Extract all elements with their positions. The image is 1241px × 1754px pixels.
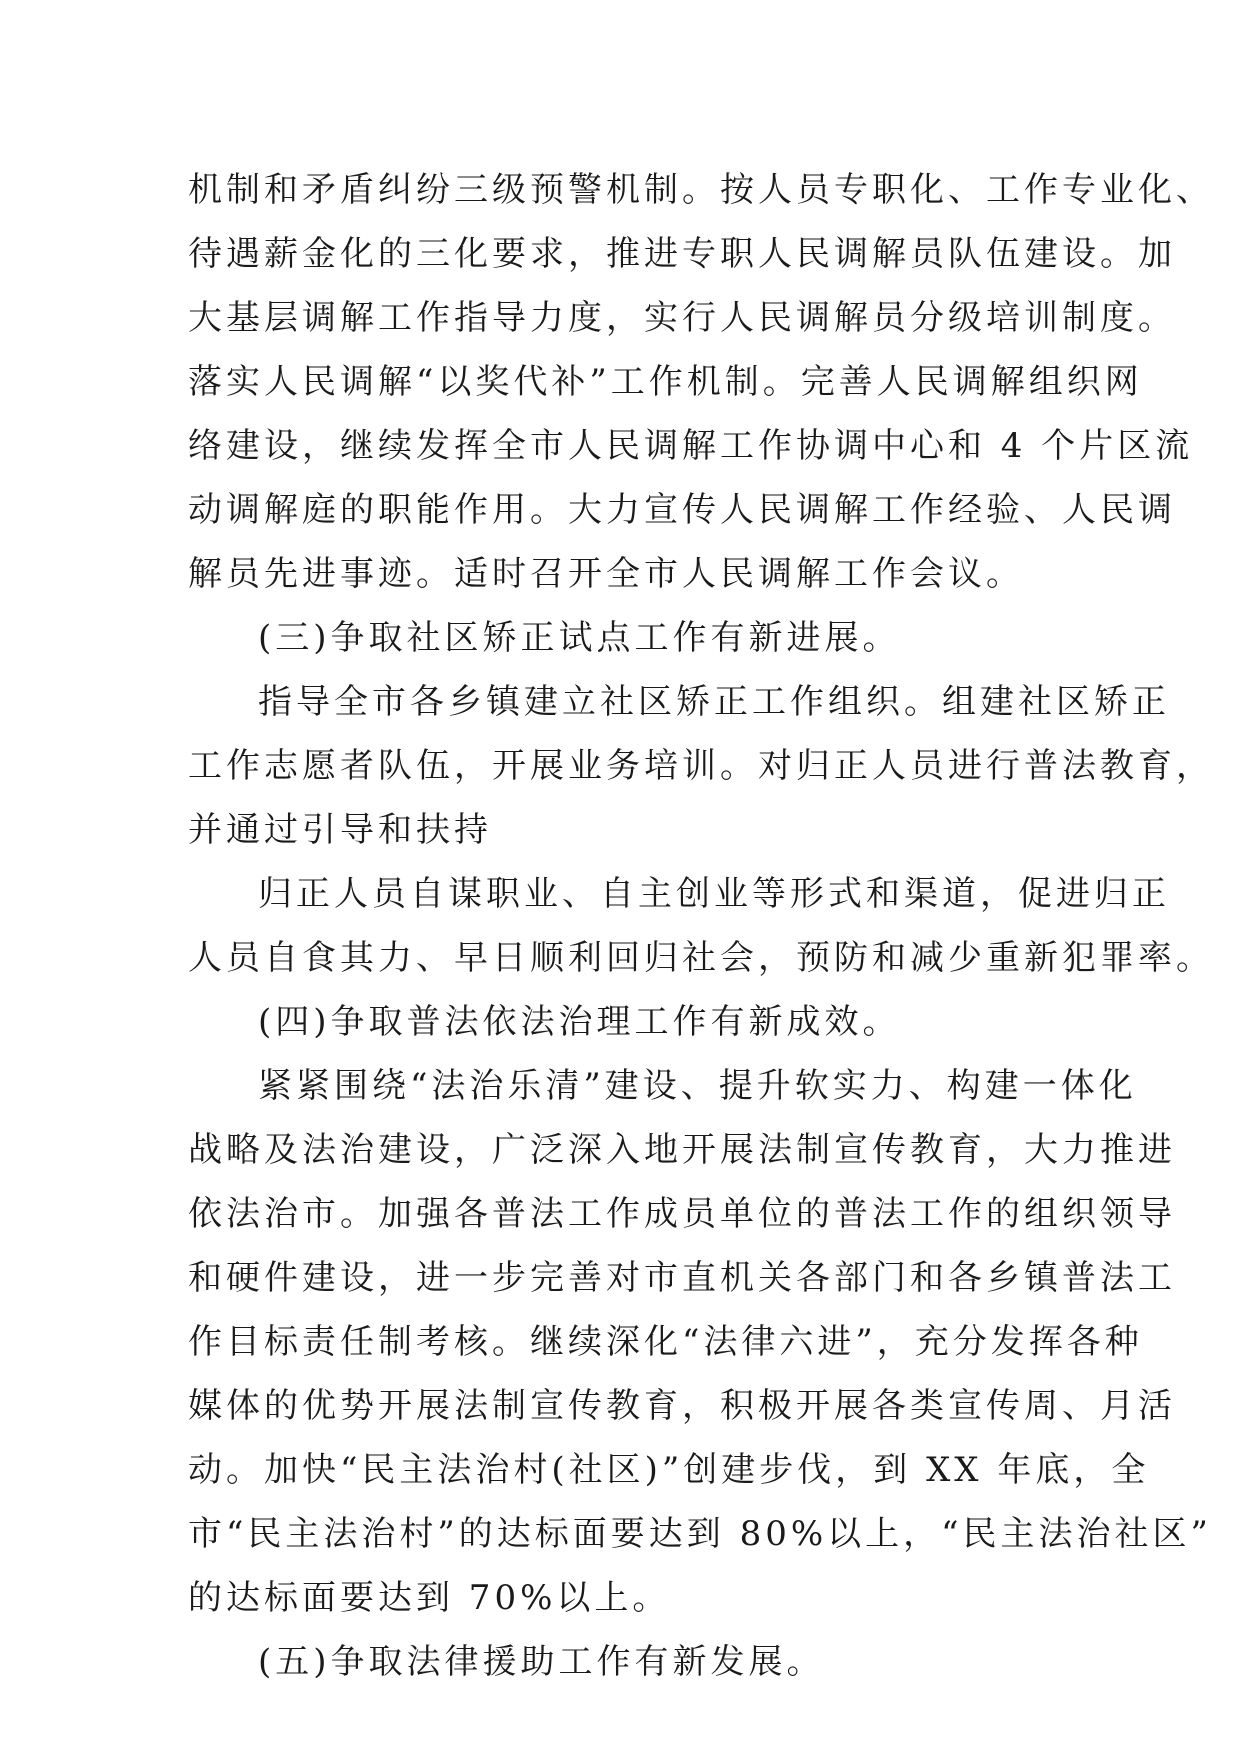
body-line: 动。加快“民主法治村(社区)”创建步伐，到 XX 年底，全 [188,1450,1150,1490]
body-line: 待遇薪金化的三化要求，推进专职人民调解员队伍建设。加 [188,234,1176,274]
body-line: 机制和矛盾纠纷三级预警机制。按人员专职化、工作专业化、 [188,170,1214,210]
body-line: 和硬件建设，进一步完善对市直机关各部门和各乡镇普法工 [188,1258,1176,1298]
body-line: 动调解庭的职能作用。大力宣传人民调解工作经验、人民调 [188,490,1176,530]
body-line: 作目标责任制考核。继续深化“法律六进”，充分发挥各种 [188,1322,1143,1362]
body-line: 工作志愿者队伍，开展业务培训。对归正人员进行普法教育， [188,746,1214,786]
document-body [188,158,1214,1694]
body-line: 落实人民调解“以奖代补”工作机制。完善人民调解组织网 [188,362,1143,402]
body-line: 的达标面要达到 70%以上。 [188,1578,671,1618]
body-line: 指导全市各乡镇建立社区矫正工作组织。组建社区矫正 [258,682,1170,722]
body-line: 解员先进事迹。适时召开全市人民调解工作会议。 [188,554,1024,594]
body-line: 归正人员自谋职业、自主创业等形式和渠道，促进归正 [258,874,1170,914]
body-line: 战略及法治建设，广泛深入地开展法制宣传教育，大力推进 [188,1130,1176,1170]
body-line: 人员自食其力、早日顺利回归社会，预防和减少重新犯罪率。 [188,938,1214,978]
body-line: 依法治市。加强各普法工作成员单位的普法工作的组织领导 [188,1194,1176,1234]
body-line: 大基层调解工作指导力度，实行人民调解员分级培训制度。 [188,298,1176,338]
body-line: 媒体的优势开展法制宣传教育，积极开展各类宣传周、月活 [188,1386,1176,1426]
body-line: 紧紧围绕“法治乐清”建设、提升软实力、构建一体化 [258,1066,1137,1106]
section-heading-4: (四)争取普法依法治理工作有新成效。 [258,1002,901,1042]
body-line: 并通过引导和扶持 [188,810,492,850]
body-line: 络建设，继续发挥全市人民调解工作协调中心和 4 个片区流 [188,426,1194,466]
section-heading-3: (三)争取社区矫正试点工作有新进展。 [258,618,901,658]
section-heading-5: (五)争取法律援助工作有新发展。 [258,1642,825,1682]
body-line: 市“民主法治村”的达标面要达到 80%以上，“民主法治社区” [188,1514,1212,1554]
